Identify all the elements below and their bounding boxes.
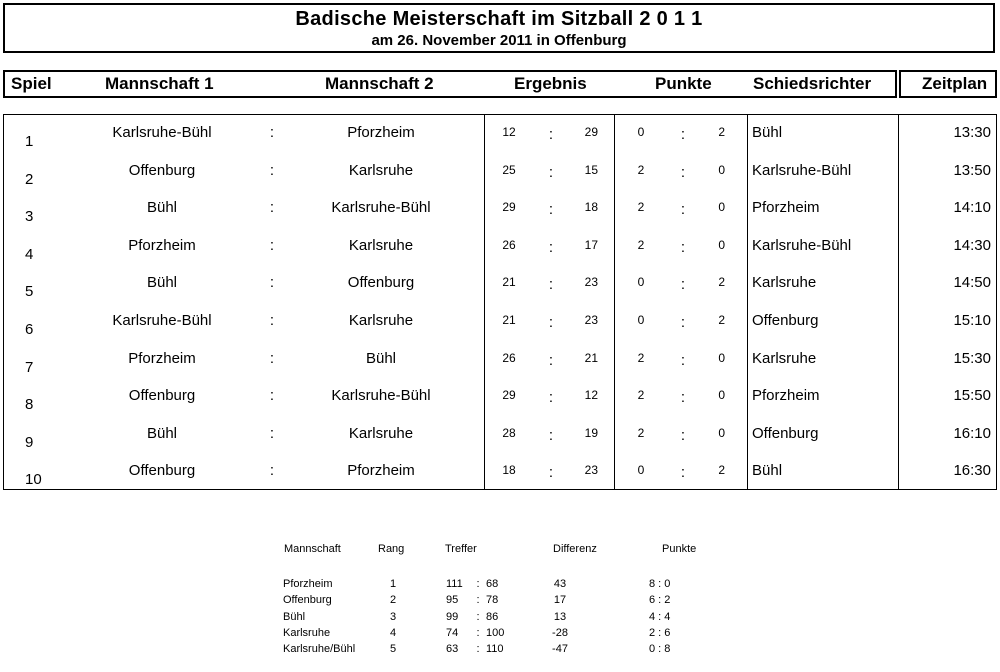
game-number: 4: [25, 245, 34, 263]
standings-goals-for: 63: [446, 643, 459, 656]
points-team2: 0: [718, 388, 725, 403]
score-team1: 28: [502, 425, 516, 440]
standings-goals-against: 110: [486, 643, 504, 656]
score-colon: :: [548, 464, 554, 482]
points-team1: 2: [637, 388, 645, 403]
match-colon: :: [269, 236, 275, 254]
match-colon: :: [269, 312, 275, 329]
points-team2: 0: [718, 425, 725, 440]
score-colon: :: [548, 201, 554, 219]
game-number: 1: [25, 133, 34, 150]
points-team1: 2: [637, 350, 645, 365]
score-colon: :: [548, 314, 554, 331]
time-slot: 16:10: [953, 424, 991, 442]
score-team1: 26: [502, 237, 516, 252]
game-number: 3: [25, 208, 34, 226]
standings-team: Karlsruhe/Bühl: [283, 643, 356, 656]
score-team2: 19: [584, 425, 598, 440]
points-team1: 2: [637, 425, 645, 440]
standings-points: 8 : 0: [649, 578, 671, 590]
time-slot: 15:50: [953, 387, 991, 405]
team1-name: Offenburg: [128, 387, 196, 405]
header-schiedsrichter: Schiedsrichter: [753, 74, 872, 93]
column-divider: [484, 114, 485, 490]
standings-goals-for: 99: [446, 610, 459, 623]
team1-name: Karlsruhe-Bühl: [112, 312, 212, 329]
score-team1: 25: [502, 162, 516, 177]
team1-name: Pforzheim: [128, 349, 196, 367]
points-colon: :: [680, 314, 686, 331]
game-number: 10: [25, 471, 42, 489]
points-colon: :: [680, 126, 686, 143]
column-divider: [898, 114, 899, 490]
score-team2: 23: [584, 313, 598, 327]
time-slot: 14:50: [953, 274, 991, 292]
score-team2: 23: [584, 463, 598, 478]
column-divider: [747, 114, 748, 490]
standings-points: 4 : 4: [649, 610, 671, 623]
points-team1: 0: [637, 125, 645, 139]
standings-goals-against: 78: [486, 594, 499, 607]
standings-team: Pforzheim: [283, 578, 333, 590]
referee-name: Karlsruhe-Bühl: [752, 161, 852, 179]
match-colon: :: [269, 387, 275, 405]
score-colon: :: [548, 126, 554, 143]
points-colon: :: [680, 389, 686, 407]
header-zeitplan: Zeitplan: [922, 74, 988, 93]
standings-goals-colon: :: [476, 594, 480, 607]
game-number: 8: [25, 396, 34, 414]
points-colon: :: [680, 276, 686, 294]
team2-name: Karlsruhe: [348, 312, 414, 329]
points-team1: 0: [637, 313, 645, 327]
team1-name: Bühl: [146, 274, 178, 292]
points-team1: 2: [637, 200, 645, 215]
score-team1: 26: [502, 350, 516, 365]
standings-goals-for: 111: [446, 578, 463, 590]
game-number: 2: [25, 170, 34, 188]
team2-name: Pforzheim: [347, 124, 415, 141]
time-slot: 13:30: [953, 124, 991, 141]
score-team1: 21: [502, 275, 516, 290]
team1-name: Karlsruhe-Bühl: [112, 124, 212, 141]
referee-name: Pforzheim: [752, 199, 820, 217]
team2-name: Karlsruhe-Bühl: [331, 199, 431, 217]
score-team2: 18: [584, 200, 598, 215]
standings-team: Bühl: [283, 610, 306, 623]
points-team2: 0: [718, 200, 725, 215]
team1-name: Bühl: [146, 424, 178, 442]
score-team1: 12: [502, 125, 516, 139]
page-title: Badische Meisterschaft im Sitzball 2 0 1 1: [295, 8, 703, 30]
header-mannschaft1: Mannschaft 1: [105, 74, 214, 93]
team1-name: Offenburg: [128, 161, 196, 179]
points-team2: 2: [718, 125, 725, 139]
header-spiel: Spiel: [11, 74, 52, 93]
points-team2: 0: [718, 162, 725, 177]
match-colon: :: [269, 462, 275, 480]
points-team1: 2: [637, 162, 645, 177]
points-colon: :: [680, 238, 686, 256]
standings-goals-against: 68: [486, 578, 499, 590]
score-colon: :: [548, 389, 554, 407]
standings-points: 2 : 6: [649, 626, 671, 639]
score-team1: 29: [502, 388, 516, 403]
points-colon: :: [680, 201, 686, 219]
header-punkte: Punkte: [655, 74, 712, 93]
team2-name: Pforzheim: [347, 462, 415, 480]
match-colon: :: [269, 424, 275, 442]
title-box: [3, 3, 995, 53]
standings-header-points: Punkte: [662, 543, 697, 555]
referee-name: Bühl: [752, 462, 783, 480]
standings-header-diff: Differenz: [553, 543, 597, 555]
score-team2: 21: [584, 350, 598, 365]
header-row: [3, 70, 897, 98]
game-number: 6: [25, 321, 34, 338]
header-ergebnis: Ergebnis: [514, 74, 587, 93]
points-team2: 2: [718, 463, 725, 478]
standings-team: Offenburg: [283, 594, 332, 607]
time-slot: 16:30: [953, 462, 991, 480]
points-colon: :: [680, 464, 686, 482]
referee-name: Karlsruhe: [752, 349, 817, 367]
points-team2: 0: [718, 350, 725, 365]
time-slot: 13:50: [953, 161, 991, 179]
match-colon: :: [269, 124, 275, 141]
score-team2: 15: [584, 162, 598, 177]
score-team1: 29: [502, 200, 516, 215]
standings-diff: -28: [552, 626, 568, 639]
score-team2: 17: [584, 237, 598, 252]
score-team2: 23: [584, 275, 598, 290]
score-colon: :: [548, 276, 554, 294]
standings-rank: 3: [389, 610, 397, 623]
score-colon: :: [548, 351, 554, 369]
standings-rank: 1: [389, 578, 397, 590]
match-colon: :: [269, 349, 275, 367]
score-colon: :: [548, 163, 554, 181]
standings-header-goals: Treffer: [445, 543, 477, 555]
standings-goals-against: 86: [486, 610, 499, 623]
score-colon: :: [548, 426, 554, 444]
time-slot: 14:10: [953, 199, 991, 217]
standings-rank: 2: [389, 594, 397, 607]
referee-name: Karlsruhe: [752, 274, 817, 292]
team2-name: Karlsruhe: [348, 161, 414, 179]
header-zeitplan-box: [899, 70, 997, 98]
standings-header-team: Mannschaft: [284, 543, 341, 555]
match-colon: :: [269, 199, 275, 217]
game-number: 5: [25, 283, 34, 301]
standings-diff: 17: [553, 594, 567, 607]
points-team1: 2: [637, 237, 645, 252]
time-slot: 15:10: [953, 312, 991, 329]
referee-name: Bühl: [752, 124, 783, 141]
standings-diff: 13: [553, 610, 567, 623]
match-colon: :: [269, 274, 275, 292]
referee-name: Pforzheim: [752, 387, 820, 405]
points-colon: :: [680, 163, 686, 181]
standings-goals-colon: :: [476, 643, 480, 656]
game-number: 7: [25, 358, 34, 376]
standings-points: 0 : 8: [649, 643, 671, 656]
team1-name: Offenburg: [128, 462, 196, 480]
header-mannschaft2: Mannschaft 2: [325, 74, 434, 93]
team2-name: Bühl: [365, 349, 397, 367]
standings-goals-against: 100: [486, 626, 505, 639]
team2-name: Karlsruhe: [348, 236, 414, 254]
match-colon: :: [269, 161, 275, 179]
score-team1: 18: [502, 463, 516, 478]
standings-rank: 5: [389, 643, 397, 656]
game-number: 9: [25, 433, 34, 451]
team2-name: Offenburg: [347, 274, 415, 292]
points-colon: :: [680, 426, 686, 444]
score-team2: 12: [584, 388, 598, 403]
standings-header-rank: Rang: [378, 543, 405, 555]
standings-points: 6 : 2: [649, 594, 671, 607]
score-team2: 29: [584, 125, 598, 139]
standings-goals-colon: :: [476, 626, 480, 639]
points-team1: 0: [637, 463, 645, 478]
standings-diff: -47: [552, 643, 568, 656]
points-team1: 0: [637, 275, 645, 290]
points-team2: 2: [718, 275, 725, 290]
standings-goals-for: 74: [446, 626, 459, 639]
page-subtitle: am 26. November 2011 in Offenburg: [371, 32, 627, 49]
standings-diff: 43: [553, 578, 567, 590]
team1-name: Bühl: [146, 199, 178, 217]
points-colon: :: [680, 351, 686, 369]
referee-name: Offenburg: [752, 312, 819, 329]
column-divider: [614, 114, 615, 490]
team2-name: Karlsruhe-Bühl: [331, 387, 431, 405]
standings-goals-colon: :: [476, 610, 480, 623]
team1-name: Pforzheim: [128, 236, 196, 254]
referee-name: Offenburg: [752, 424, 819, 442]
team2-name: Karlsruhe: [348, 424, 414, 442]
points-team2: 2: [718, 313, 725, 327]
time-slot: 14:30: [953, 236, 991, 254]
referee-name: Karlsruhe-Bühl: [752, 236, 852, 254]
points-team2: 0: [718, 237, 725, 252]
time-slot: 15:30: [953, 349, 991, 367]
score-colon: :: [548, 238, 554, 256]
standings-team: Karlsruhe: [283, 626, 331, 639]
standings-goals-colon: :: [476, 578, 480, 590]
score-team1: 21: [502, 313, 516, 327]
standings-goals-for: 95: [446, 594, 459, 607]
standings-rank: 4: [389, 626, 397, 639]
